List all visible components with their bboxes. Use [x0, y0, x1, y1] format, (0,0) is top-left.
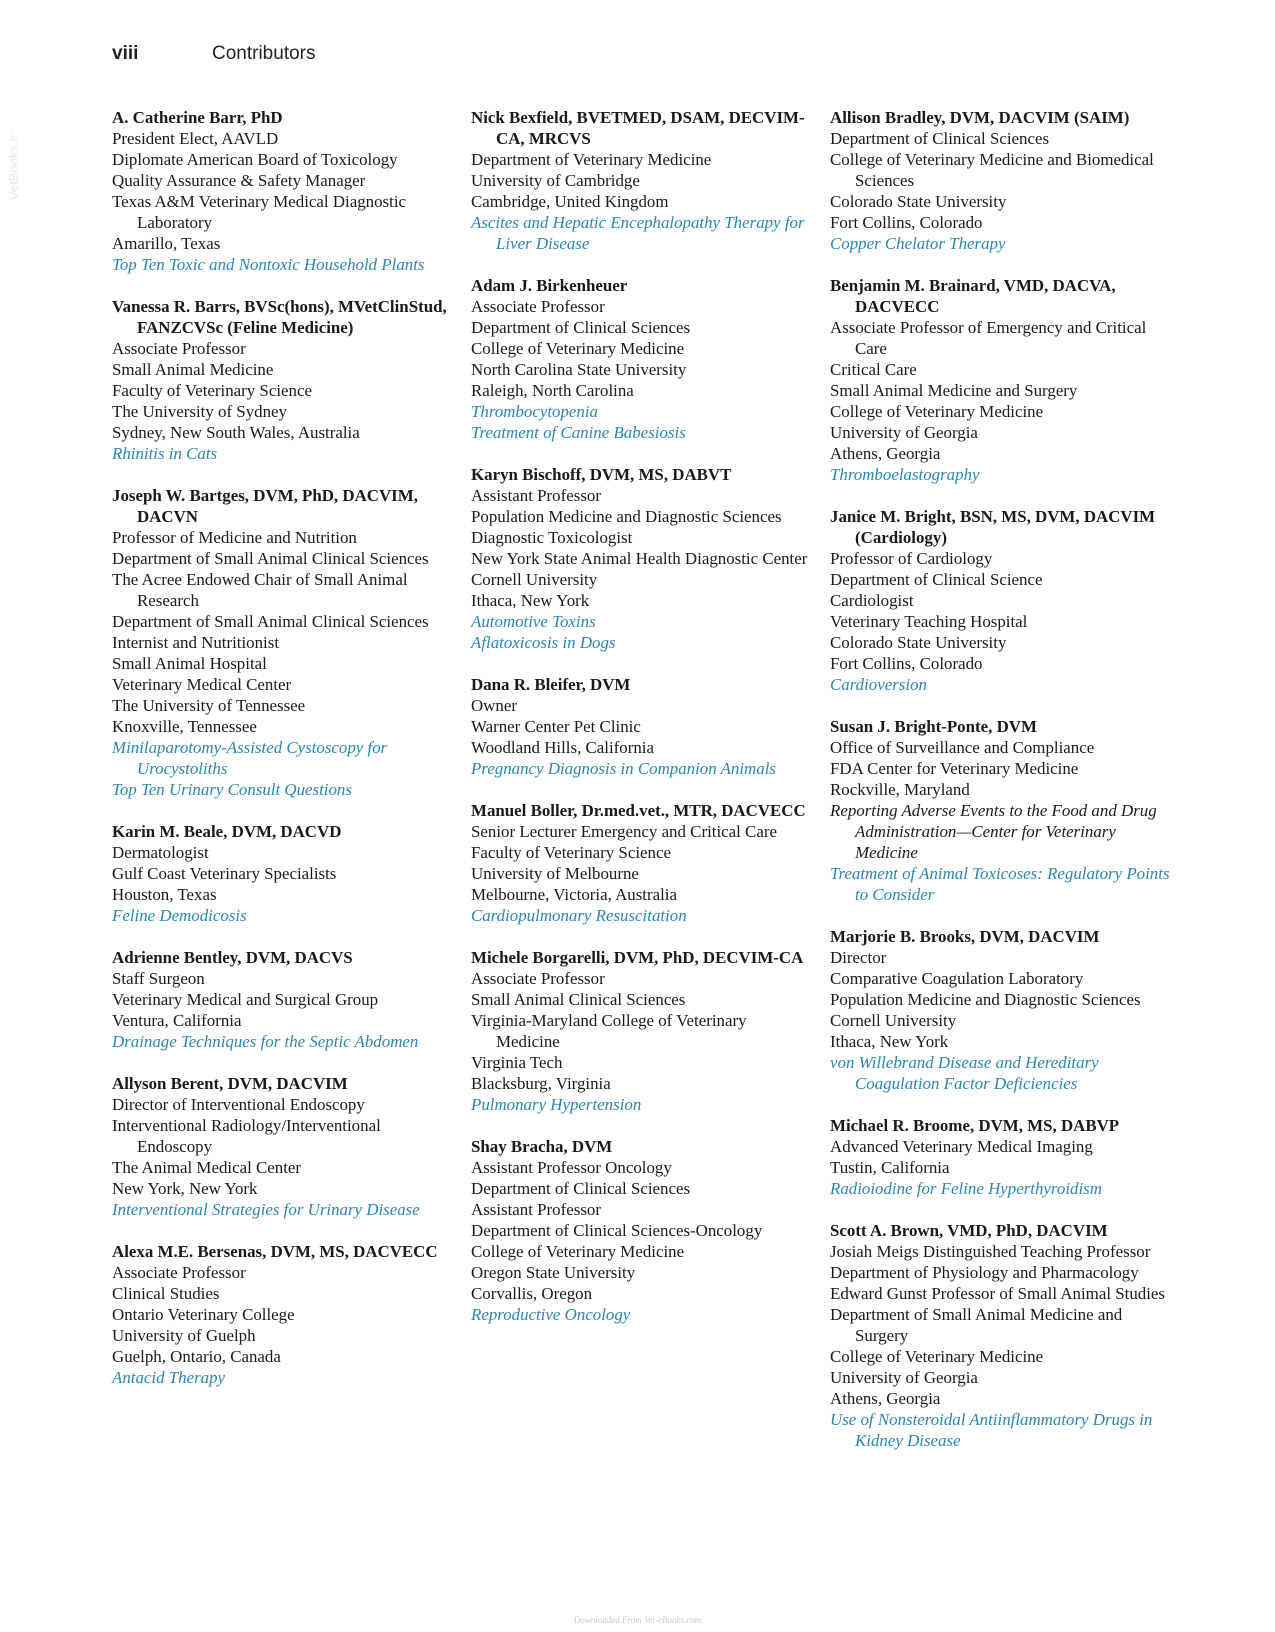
affiliation-line: Quality Assurance & Safety Manager	[112, 171, 366, 190]
affiliation-line: Amarillo, Texas	[112, 234, 221, 253]
affiliation-line: Fort Collins, Colorado	[830, 213, 983, 232]
chapter-link: Treatment of Canine Babesiosis	[471, 423, 686, 442]
contributor-entry	[471, 800, 811, 926]
affiliation-line: Edward Gunst Professor of Small Animal Studies	[830, 1284, 1165, 1303]
chapter-link: Top Ten Toxic and Nontoxic Household Plants	[112, 255, 425, 274]
affiliation-line: Director of Interventional Endoscopy	[112, 1095, 365, 1114]
affiliation-line: Knoxville, Tennessee	[112, 717, 257, 736]
affiliation-line: President Elect, AAVLD	[112, 129, 279, 148]
affiliation-line: Associate Professor of Emergency and Critical Care	[830, 318, 1147, 358]
chapter-link: Rhinitis in Cats	[112, 444, 218, 463]
chapter-link: Antacid Therapy	[112, 1368, 226, 1387]
affiliation-line: Cornell University	[471, 570, 598, 589]
contributor-entry	[112, 821, 452, 926]
chapter-link: Minilaparotomy-Assisted Cystoscopy for Urocystoliths	[112, 738, 388, 778]
affiliation-line: Professor of Cardiology	[830, 549, 993, 568]
affiliation-line: Small Animal Medicine and Surgery	[830, 381, 1078, 400]
chapter-link: Pregnancy Diagnosis in Companion Animals	[471, 759, 776, 778]
chapter-link: Interventional Strategies for Urinary Disease	[112, 1200, 420, 1219]
chapter-link: Radioiodine for Feline Hyperthyroidism	[830, 1179, 1102, 1198]
affiliation-line: Dermatologist	[112, 843, 209, 862]
affiliation-line: Colorado State University	[830, 633, 1007, 652]
affiliation-line: Department of Clinical Sciences	[471, 318, 691, 337]
affiliation-line: Director	[830, 948, 887, 967]
affiliation-line: Associate Professor	[471, 297, 605, 316]
affiliation-line: Critical Care	[830, 360, 917, 379]
affiliation-line: Texas A&M Veterinary Medical Diagnostic Laboratory	[112, 192, 407, 232]
affiliation-line: The Acree Endowed Chair of Small Animal Research	[112, 570, 408, 610]
affiliation-line: Cambridge, United Kingdom	[471, 192, 669, 211]
affiliation-line: Melbourne, Victoria, Australia	[471, 885, 678, 904]
contributor-name: Alexa M.E. Bersenas, DVM, MS, DACVECC	[112, 1242, 438, 1261]
chapter-link: Cardiopulmonary Resuscitation	[471, 906, 687, 925]
contributor-name: Shay Bracha, DVM	[471, 1137, 613, 1156]
affiliation-line: Athens, Georgia	[830, 1389, 941, 1408]
affiliation-line: North Carolina State University	[471, 360, 687, 379]
contributor-entry	[112, 1073, 452, 1220]
contributor-entry	[471, 674, 811, 779]
affiliation-line: Gulf Coast Veterinary Specialists	[112, 864, 337, 883]
affiliation-line: University of Georgia	[830, 423, 978, 442]
contributors-column-1	[112, 107, 452, 1409]
chapter-link: Top Ten Urinary Consult Questions	[112, 780, 352, 799]
contributor-name: Scott A. Brown, VMD, PhD, DACVIM	[830, 1221, 1108, 1240]
chapter-link: Automotive Toxins	[471, 612, 596, 631]
contributor-name: Dana R. Bleifer, DVM	[471, 675, 631, 694]
page-number: viii	[112, 43, 139, 64]
contributor-name: Benjamin M. Brainard, VMD, DACVA, DACVECC	[830, 276, 1116, 316]
affiliation-line: Department of Clinical Sciences	[471, 1179, 691, 1198]
affiliation-line: FDA Center for Veterinary Medicine	[830, 759, 1079, 778]
affiliation-line: Faculty of Veterinary Science	[471, 843, 671, 862]
contributors-column-3	[830, 107, 1170, 1472]
affiliation-line: Diagnostic Toxicologist	[471, 528, 633, 547]
affiliation-line: Interventional Radiology/Interventional Endoscopy	[112, 1116, 381, 1156]
contributor-name: Susan J. Bright-Ponte, DVM	[830, 717, 1037, 736]
affiliation-line: Department of Physiology and Pharmacology	[830, 1263, 1139, 1282]
affiliation-line: Advanced Veterinary Medical Imaging	[830, 1137, 1093, 1156]
chapter-link: Aflatoxicosis in Dogs	[471, 633, 616, 652]
chapter-title: Reporting Adverse Events to the Food and Drug Administration—Center for Veterinary Medicine	[830, 801, 1157, 862]
chapter-link: Reproductive Oncology	[471, 1305, 631, 1324]
affiliation-line: Ontario Veterinary College	[112, 1305, 295, 1324]
chapter-link: Ascites and Hepatic Encephalopathy Therapy for Liver Disease	[471, 213, 805, 253]
affiliation-line: Assistant Professor	[471, 1200, 601, 1219]
contributor-entry	[471, 1136, 811, 1325]
contributor-entry	[830, 275, 1170, 485]
contributor-entry	[830, 716, 1170, 905]
contributor-entry	[830, 107, 1170, 254]
affiliation-line: College of Veterinary Medicine	[830, 1347, 1044, 1366]
contributor-name: Adam J. Birkenheuer	[471, 276, 628, 295]
affiliation-line: Department of Veterinary Medicine	[471, 150, 712, 169]
affiliation-line: Office of Surveillance and Compliance	[830, 738, 1095, 757]
affiliation-line: The University of Sydney	[112, 402, 287, 421]
chapter-link: Pulmonary Hypertension	[471, 1095, 642, 1114]
affiliation-line: Assistant Professor	[471, 486, 601, 505]
contributor-name: Janice M. Bright, BSN, MS, DVM, DACVIM (Cardiology)	[830, 507, 1156, 547]
affiliation-line: Sydney, New South Wales, Australia	[112, 423, 360, 442]
affiliation-line: Department of Clinical Science	[830, 570, 1043, 589]
contributor-name: Adrienne Bentley, DVM, DACVS	[112, 948, 353, 967]
affiliation-line: Virginia Tech	[471, 1053, 563, 1072]
affiliation-line: Associate Professor	[471, 969, 605, 988]
affiliation-line: New York, New York	[112, 1179, 258, 1198]
affiliation-line: Department of Clinical Sciences	[830, 129, 1050, 148]
affiliation-line: Diplomate American Board of Toxicology	[112, 150, 398, 169]
affiliation-line: Colorado State University	[830, 192, 1007, 211]
contributor-entry	[112, 485, 452, 800]
contributor-entry	[471, 275, 811, 443]
contributor-entry	[112, 107, 452, 275]
affiliation-line: Population Medicine and Diagnostic Sciences	[471, 507, 782, 526]
affiliation-line: Small Animal Clinical Sciences	[471, 990, 686, 1009]
affiliation-line: Raleigh, North Carolina	[471, 381, 634, 400]
contributor-name: Michael R. Broome, DVM, MS, DABVP	[830, 1116, 1120, 1135]
affiliation-line: University of Georgia	[830, 1368, 978, 1387]
affiliation-line: Veterinary Medical Center	[112, 675, 292, 694]
chapter-link: Feline Demodicosis	[112, 906, 247, 925]
affiliation-line: Department of Clinical Sciences-Oncology	[471, 1221, 763, 1240]
contributor-name: Manuel Boller, Dr.med.vet., MTR, DACVECC	[471, 801, 806, 820]
contributor-name: Allison Bradley, DVM, DACVIM (SAIM)	[830, 108, 1130, 127]
affiliation-line: Blacksburg, Virginia	[471, 1074, 611, 1093]
affiliation-line: Oregon State University	[471, 1263, 636, 1282]
affiliation-line: The Animal Medical Center	[112, 1158, 302, 1177]
affiliation-line: Josiah Meigs Distinguished Teaching Professor	[830, 1242, 1151, 1261]
affiliation-line: Ithaca, New York	[471, 591, 590, 610]
contributor-entry	[830, 926, 1170, 1094]
affiliation-line: Woodland Hills, California	[471, 738, 655, 757]
contributor-entry	[471, 464, 811, 653]
affiliation-line: Department of Small Animal Medicine and Surgery	[830, 1305, 1123, 1345]
affiliation-line: Veterinary Medical and Surgical Group	[112, 990, 379, 1009]
chapter-link: von Willebrand Disease and Hereditary Coagulation Factor Deficiencies	[830, 1053, 1099, 1093]
affiliation-line: Fort Collins, Colorado	[830, 654, 983, 673]
contributor-name: A. Catherine Barr, PhD	[112, 108, 283, 127]
affiliation-line: College of Veterinary Medicine	[471, 1242, 685, 1261]
affiliation-line: Guelph, Ontario, Canada	[112, 1347, 281, 1366]
contributor-entry	[830, 1220, 1170, 1451]
chapter-link: Thrombocytopenia	[471, 402, 598, 421]
affiliation-line: New York State Animal Health Diagnostic Center	[471, 549, 808, 568]
affiliation-line: Small Animal Hospital	[112, 654, 267, 673]
side-watermark: VetBooks.ir	[6, 134, 21, 200]
affiliation-line: Athens, Georgia	[830, 444, 941, 463]
affiliation-line: Clinical Studies	[112, 1284, 220, 1303]
chapter-link: Copper Chelator Therapy	[830, 234, 1006, 253]
affiliation-line: Houston, Texas	[112, 885, 217, 904]
contributor-entry	[112, 1241, 452, 1388]
affiliation-line: The University of Tennessee	[112, 696, 306, 715]
affiliation-line: Associate Professor	[112, 339, 246, 358]
affiliation-line: Cardiologist	[830, 591, 914, 610]
affiliation-line: Comparative Coagulation Laboratory	[830, 969, 1084, 988]
contributor-entry	[112, 296, 452, 464]
affiliation-line: Small Animal Medicine	[112, 360, 274, 379]
affiliation-line: Assistant Professor Oncology	[471, 1158, 672, 1177]
contributor-entry	[112, 947, 452, 1052]
contributor-name: Nick Bexfield, BVETMED, DSAM, DECVIM-CA, MRCVS	[471, 108, 805, 148]
affiliation-line: Senior Lecturer Emergency and Critical Care	[471, 822, 777, 841]
contributor-name: Michele Borgarelli, DVM, PhD, DECVIM-CA	[471, 948, 804, 967]
affiliation-line: University of Cambridge	[471, 171, 640, 190]
chapter-link: Drainage Techniques for the Septic Abdomen	[112, 1032, 419, 1051]
affiliation-line: Veterinary Teaching Hospital	[830, 612, 1028, 631]
contributor-name: Allyson Berent, DVM, DACVIM	[112, 1074, 348, 1093]
footer-watermark: Downloaded From Vet-eBooks.com	[573, 1615, 702, 1625]
contributors-column-2	[471, 107, 811, 1346]
affiliation-line: Warner Center Pet Clinic	[471, 717, 641, 736]
contributor-name: Vanessa R. Barrs, BVSc(hons), MVetClinStud, FANZCVSc (Feline Medicine)	[112, 297, 447, 337]
affiliation-line: Cornell University	[830, 1011, 957, 1030]
contributor-entry	[471, 947, 811, 1115]
chapter-link: Cardioversion	[830, 675, 927, 694]
running-title: Contributors	[212, 43, 316, 64]
affiliation-line: Professor of Medicine and Nutrition	[112, 528, 357, 547]
affiliation-line: Faculty of Veterinary Science	[112, 381, 312, 400]
affiliation-line: College of Veterinary Medicine	[830, 402, 1044, 421]
contributor-name: Marjorie B. Brooks, DVM, DACVIM	[830, 927, 1100, 946]
affiliation-line: Internist and Nutritionist	[112, 633, 280, 652]
affiliation-line: Department of Small Animal Clinical Sciences	[112, 612, 429, 631]
affiliation-line: Corvallis, Oregon	[471, 1284, 593, 1303]
affiliation-line: Department of Small Animal Clinical Sciences	[112, 549, 429, 568]
affiliation-line: Associate Professor	[112, 1263, 246, 1282]
contributor-entry	[471, 107, 811, 254]
contributor-name: Karyn Bischoff, DVM, MS, DABVT	[471, 465, 732, 484]
affiliation-line: University of Guelph	[112, 1326, 256, 1345]
affiliation-line: Owner	[471, 696, 517, 715]
chapter-link: Treatment of Animal Toxicoses: Regulatory Points to Consider	[830, 864, 1170, 904]
affiliation-line: Ithaca, New York	[830, 1032, 949, 1051]
chapter-link: Use of Nonsteroidal Antiinflammatory Drugs in Kidney Disease	[830, 1410, 1153, 1450]
contributor-name: Karin M. Beale, DVM, DACVD	[112, 822, 342, 841]
affiliation-line: Population Medicine and Diagnostic Sciences	[830, 990, 1141, 1009]
affiliation-line: College of Veterinary Medicine and Biomedical Sciences	[830, 150, 1154, 190]
affiliation-line: Tustin, California	[830, 1158, 950, 1177]
contributor-name: Joseph W. Bartges, DVM, PhD, DACVIM, DACVN	[112, 486, 418, 526]
affiliation-line: University of Melbourne	[471, 864, 639, 883]
affiliation-line: Rockville, Maryland	[830, 780, 970, 799]
affiliation-line: Virginia-Maryland College of Veterinary Medicine	[471, 1011, 747, 1051]
affiliation-line: Ventura, California	[112, 1011, 242, 1030]
affiliation-line: College of Veterinary Medicine	[471, 339, 685, 358]
chapter-link: Thromboelastography	[830, 465, 980, 484]
contributor-entry	[830, 506, 1170, 695]
affiliation-line: Staff Surgeon	[112, 969, 205, 988]
contributor-entry	[830, 1115, 1170, 1199]
